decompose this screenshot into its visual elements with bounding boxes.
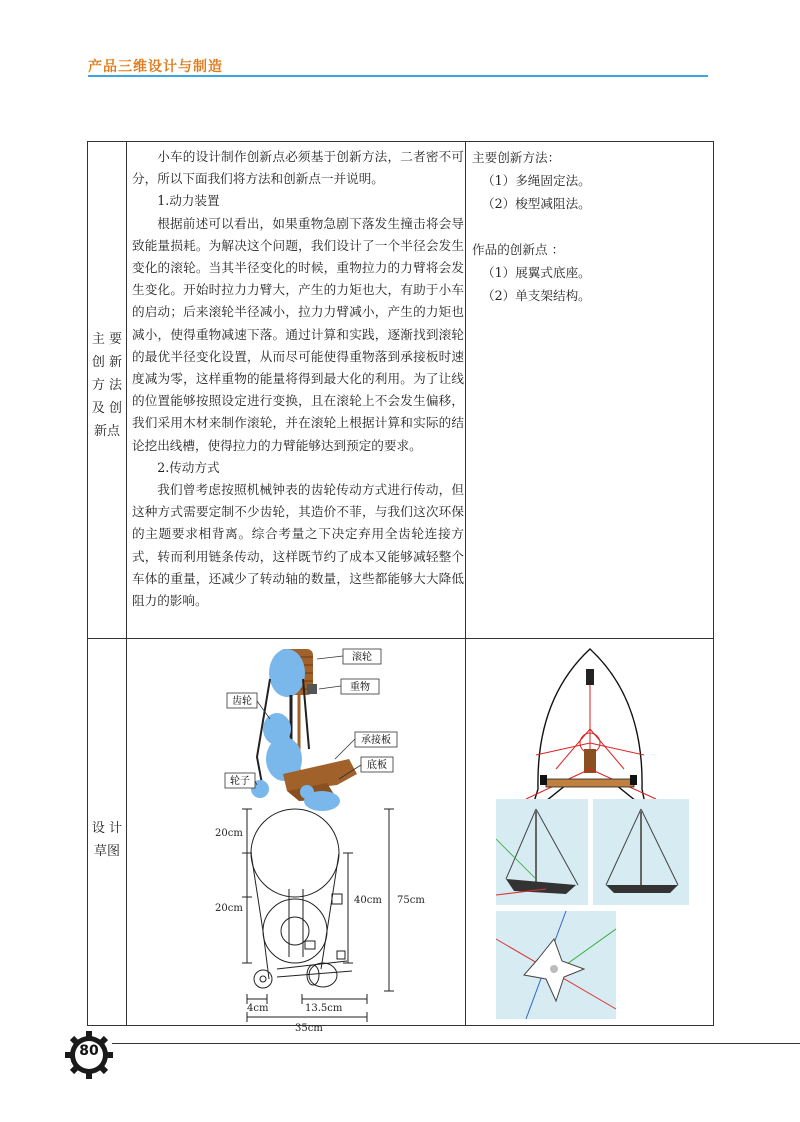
render-bottom (496, 911, 616, 1019)
row1-main-text (132, 146, 464, 612)
methods-title: 主要创新方法： (472, 150, 561, 165)
heading-power-device: 1.动力装置 (157, 193, 220, 209)
method-item: （2）梭型减阻法。 (482, 196, 591, 211)
row2-label-line: 设 计 (91, 821, 123, 836)
row1-side-text (472, 146, 710, 307)
label-gear: 齿轮 (232, 696, 252, 707)
dimension-label: 20cm (215, 828, 243, 839)
label-wheel: 轮子 (230, 776, 250, 787)
render-right (593, 799, 689, 905)
row1-label-line: 及 创 (91, 401, 123, 416)
label-receiving-plate: 承接板 (361, 735, 391, 746)
label-base-plate: 底板 (367, 760, 387, 771)
heading-transmission: 2.传动方式 (157, 459, 220, 475)
row1-label-line: 方 法 (91, 378, 123, 393)
design-sketch-diagrams (127, 639, 465, 1034)
point-item: （2）单支架结构。 (482, 288, 591, 303)
method-item: （1）多绳固定法。 (482, 173, 591, 188)
header-rule (88, 75, 708, 77)
dimension-label: 4cm (247, 1003, 269, 1014)
roller-blue-disc (269, 649, 305, 697)
page-number: 80 (79, 1043, 99, 1059)
running-header-title: 产品三维设计与制造 (88, 59, 223, 75)
car-3d-model (225, 649, 397, 811)
big-roller-outline (251, 809, 339, 897)
top-view-sketch (506, 649, 676, 825)
render-left (496, 799, 588, 905)
dimension-label: 40cm (354, 895, 382, 906)
dimension-label: 20cm (215, 903, 243, 914)
dimension-label: 75cm (397, 895, 425, 906)
row1-label-line: 创 新 (91, 355, 123, 370)
point-item: （1）展翼式底座。 (482, 265, 591, 280)
row1-label (88, 328, 126, 443)
label-weight: 重物 (350, 682, 370, 693)
row1-label-line: 新点 (93, 424, 120, 439)
points-title: 作品的创新点 ： (472, 242, 565, 257)
row2-label (88, 817, 126, 863)
paragraph-transmission: 我们曾考虑按照机械钟表的齿轮传动方式进行传动，但这种方式需要定制不少齿轮，其造价不菲，与我们这次环保的主题要求相背离。综合考量之下决定弃用全齿轮连接方式，转而利用链条传动，这样既节约了成本又能够减轻整个车体的重量，还减少了转动轴的数量，这些都能够大大降低阻力的影响。 (132, 482, 464, 609)
row1-label-line: 主 要 (91, 332, 123, 347)
dimension-label: 35cm (295, 1023, 323, 1034)
dimension-drawing (242, 809, 394, 1022)
front-wheel-outline (254, 970, 272, 988)
dimension-label: 13.5cm (305, 1003, 343, 1014)
design-render-images (466, 639, 713, 1025)
footer-rule (112, 1043, 800, 1044)
paragraph-intro: 小车的设计制作创新点必须基于创新方法，二者密不可分，所以下面我们将方法和创新点一并说明。 (132, 149, 464, 187)
paragraph-power-device: 根据前述可以看出，如果重物急剧下落发生撞击将会导致能量损耗。为解决这个问题，我们设计了一个半径会发生变化的滚轮。当其半径变化的时候，重物拉力的力臂将会发生变化。开始时拉力力臂大，产生的力矩也大，有助于小车的启动；后来滚轮半径减小，拉力力臂减小，产生的力矩也减小，使得重物减速下落。通过计算和实践，逐渐找到滚轮的最优半径变化设置，从而尽可能使得重物落到承接板时速度减为零，这样重物的能量将得到最大化的利用。为了让线的位置能够按照设定进行变换，且在滚轮上不会发生偏移，我们采用木材来制作滚轮，并在滚轮上根据计算和实际的结论挖出线槽，使得拉力的力臂能够达到预定的要求。 (132, 215, 464, 453)
label-roller: 滚轮 (352, 652, 372, 663)
weight-block (307, 684, 317, 694)
row2-label-line: 草图 (93, 844, 120, 859)
content-table (87, 141, 714, 1034)
